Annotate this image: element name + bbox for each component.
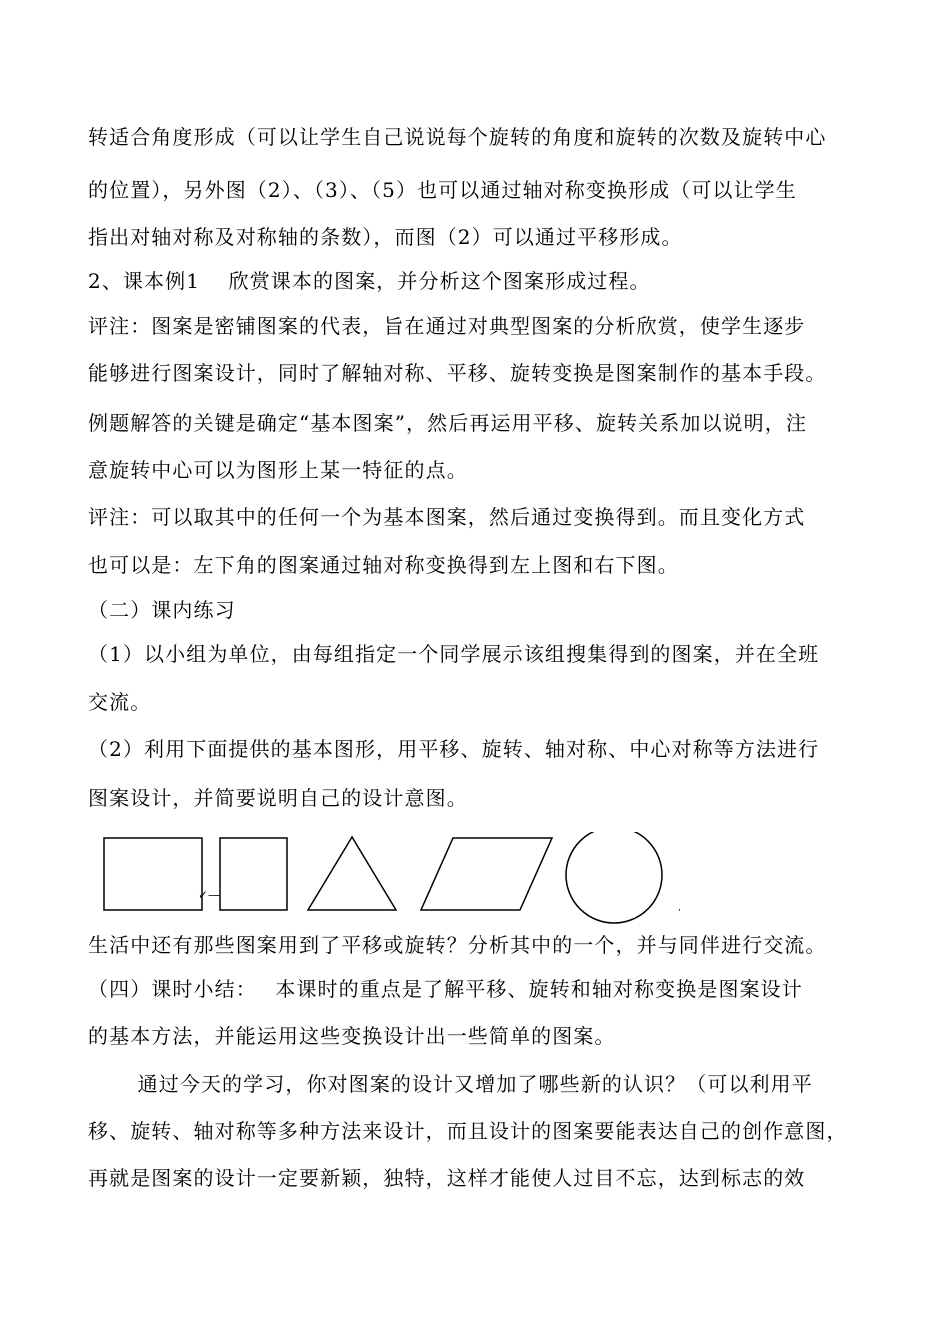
section-heading-practice: （二）课内练习	[88, 598, 236, 622]
parallelogram-shape	[421, 838, 552, 910]
rectangle-shape	[104, 838, 202, 910]
basic-shapes-figure	[100, 832, 680, 928]
square-shape	[220, 838, 287, 910]
text-line-14: （2）利用下面提供的基本图形，用平移、旋转、轴对称、中心对称等方法进行	[88, 737, 820, 761]
text-line-16: 生活中还有那些图案用到了平移或旋转？分析其中的一个，并与同伴进行交流。	[88, 933, 827, 957]
text-line-8: 意旋转中心可以为图形上某一特征的点。	[88, 458, 468, 482]
circle-shape	[566, 832, 662, 923]
text-line-18: 的基本方法，并能运用这些变换设计出一些简单的图案。	[88, 1024, 616, 1048]
text-line-12: （1）以小组为单位，由每组指定一个同学展示该组搜集得到的图案，并在全班	[88, 642, 820, 666]
triangle-shape	[308, 837, 396, 910]
text-line-2: 的位置），另外图（2）、（3）、（5）也可以通过轴对称变换形成（可以让学生	[88, 178, 797, 202]
text-line-4: 2、课本例1 欣赏课本的图案，并分析这个图案形成过程。	[88, 269, 651, 293]
shape-mark-label: ✓—	[198, 888, 221, 902]
text-line-6: 能够进行图案设计，同时了解轴对称、平移、旋转变换是图案制作的基本手段。	[88, 361, 827, 385]
text-line-5: 评注：图案是密铺图案的代表，旨在通过对典型图案的分析欣赏，使学生逐步	[88, 314, 806, 338]
text-line-19: 通过今天的学习，你对图案的设计又增加了哪些新的认识？（可以利用平	[88, 1072, 813, 1096]
text-line-10: 也可以是：左下角的图案通过轴对称变换得到左上图和右下图。	[88, 553, 679, 577]
text-line-17: （四）课时小结： 本课时的重点是了解平移、旋转和轴对称变换是图案设计	[88, 977, 803, 1001]
text-line-21: 再就是图案的设计一定要新颖，独特，这样才能使人过目不忘，达到标志的效	[88, 1166, 806, 1190]
text-line-9: 评注：可以取其中的任何一个为基本图案，然后通过变换得到。而且变化方式	[88, 505, 806, 529]
text-line-13: 交流。	[88, 690, 152, 714]
text-line-3: 指出对轴对称及对称轴的条数），而图（2）可以通过平移形成。	[88, 225, 683, 249]
text-line-1: 转适合角度形成（可以让学生自己说说每个旋转的角度和旋转的次数及旋转中心	[88, 125, 827, 149]
text-line-15: 图案设计，并简要说明自己的设计意图。	[88, 786, 468, 810]
text-line-7: 例题解答的关键是确定“基本图案”，然后再运用平移、旋转关系加以说明，注	[88, 411, 807, 435]
text-line-20: 移、旋转、轴对称等多种方法来设计，而且设计的图案要能表达自己的创作意图，	[88, 1119, 848, 1143]
